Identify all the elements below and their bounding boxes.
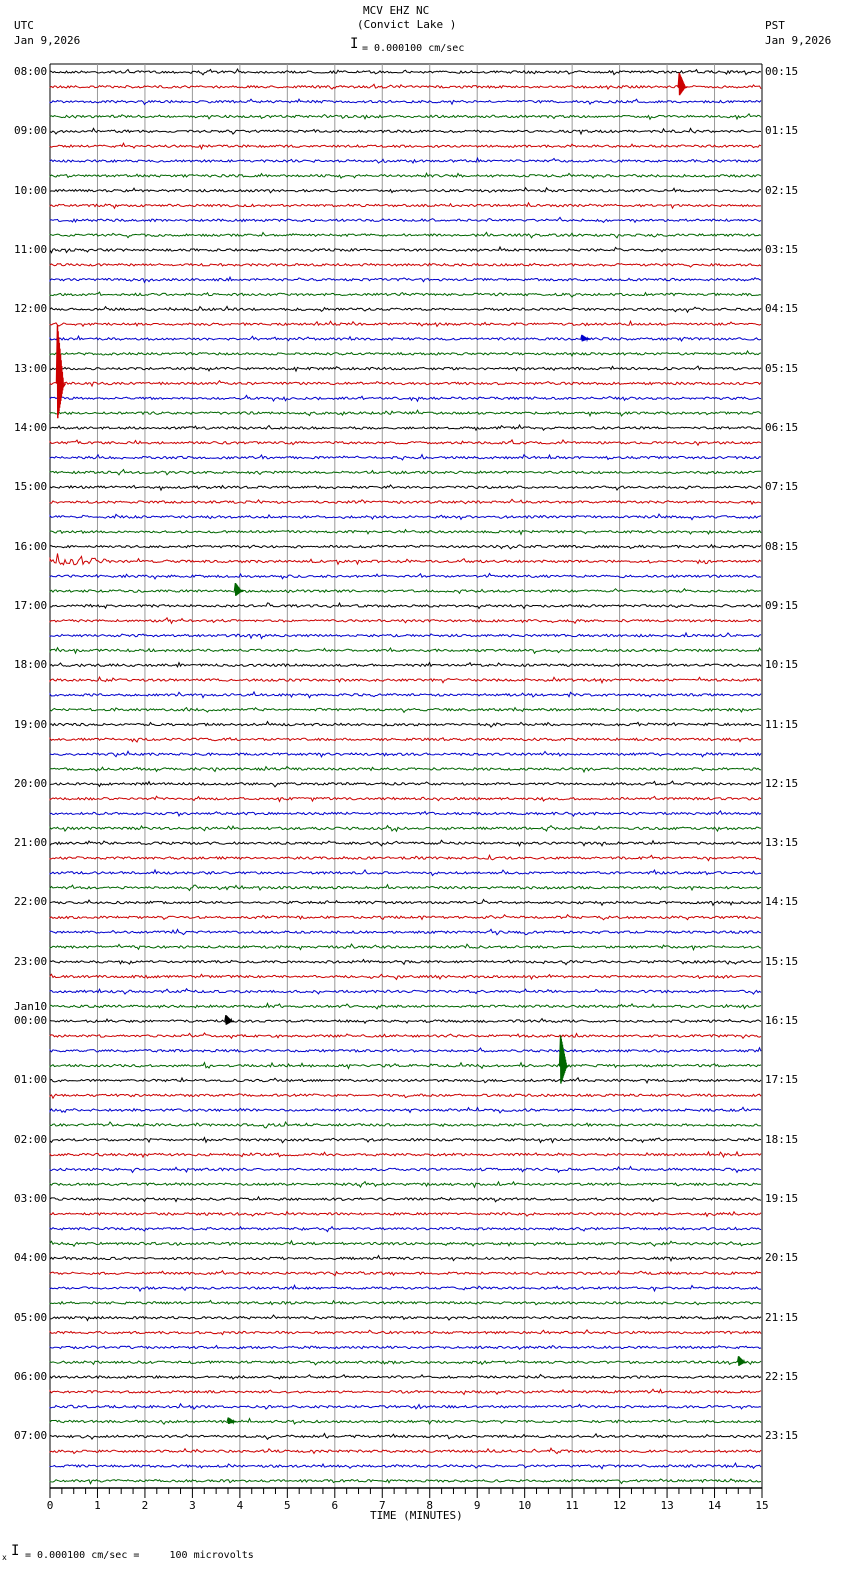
trace-line xyxy=(50,499,761,504)
trace-line xyxy=(50,1167,761,1173)
trace-line xyxy=(50,395,761,401)
trace-line xyxy=(50,203,761,209)
right-hour-label: 07:15 xyxy=(765,480,799,494)
x-tick-label: 10 xyxy=(518,1499,532,1512)
right-date: Jan 9,2026 xyxy=(765,34,832,47)
trace-line xyxy=(50,366,761,371)
trace-line xyxy=(50,944,761,950)
trace-line xyxy=(50,470,761,475)
trace-line xyxy=(50,781,761,787)
scale-bar-icon: I xyxy=(350,36,359,52)
right-hour-label: 21:15 xyxy=(765,1310,799,1324)
x-tick-label: 1 xyxy=(94,1499,101,1512)
trace-line xyxy=(50,263,761,267)
left-hour-label: 04:00 xyxy=(14,1251,48,1265)
trace-line xyxy=(50,336,761,341)
trace-line xyxy=(50,1330,761,1335)
left-hour-label: 10:00 xyxy=(14,183,48,197)
trace-line xyxy=(50,1361,761,1365)
seismic-event xyxy=(560,1036,569,1084)
left-hour-label: 11:00 xyxy=(14,242,48,256)
trace-line xyxy=(50,974,761,979)
trace-line xyxy=(50,1448,761,1453)
trace-line xyxy=(50,1138,761,1143)
footer-scale-bar-icon: I xyxy=(11,1543,20,1559)
trace-line xyxy=(50,530,761,535)
station-title: MCV EHZ NC xyxy=(363,4,430,17)
trace-line xyxy=(50,554,761,565)
trace-line xyxy=(50,900,761,906)
right-hour-label: 04:15 xyxy=(765,302,799,316)
right-hour-label: 19:15 xyxy=(765,1192,799,1206)
right-hour-label: 08:15 xyxy=(765,539,799,553)
x-tick-label: 14 xyxy=(707,1499,722,1512)
right-hour-label: 06:15 xyxy=(765,420,799,434)
left-hour-label: 19:00 xyxy=(14,717,48,731)
trace-line xyxy=(50,1003,761,1009)
trace-line xyxy=(50,855,761,860)
right-hour-label: 17:15 xyxy=(765,1073,799,1087)
trace-line xyxy=(50,1241,761,1246)
trace-line xyxy=(50,158,761,163)
right-hour-label: 20:15 xyxy=(765,1251,799,1265)
left-hour-label: 13:00 xyxy=(14,361,48,375)
trace-line xyxy=(50,455,761,460)
x-tick-label: 13 xyxy=(660,1499,674,1512)
right-hour-label: 12:15 xyxy=(765,776,799,790)
seismic-event xyxy=(225,1015,234,1025)
left-hour-label: 05:00 xyxy=(14,1310,48,1324)
trace-line xyxy=(50,545,761,549)
trace-line xyxy=(50,1256,761,1261)
trace-line xyxy=(50,618,761,624)
left-hour-label: 07:00 xyxy=(14,1429,48,1443)
trace-line xyxy=(50,767,761,772)
trace-line xyxy=(50,1094,761,1098)
trace-line xyxy=(50,410,761,416)
trace-line xyxy=(50,811,761,816)
trace-line xyxy=(50,1197,761,1202)
trace-line xyxy=(50,1346,761,1350)
trace-line xyxy=(50,989,761,994)
trace-line xyxy=(50,114,761,120)
left-hour-label: 14:00 xyxy=(14,420,48,434)
trace-line xyxy=(50,1285,761,1291)
right-hour-label: 15:15 xyxy=(765,954,799,968)
trace-line xyxy=(50,1419,761,1425)
x-tick-label: 12 xyxy=(613,1499,627,1512)
left-hour-label: 16:00 xyxy=(14,539,48,553)
x-tick-label: 8 xyxy=(426,1499,434,1512)
left-timezone: UTC xyxy=(14,19,34,32)
x-tick-label: 4 xyxy=(236,1499,244,1512)
scale-label: = 0.000100 cm/sec xyxy=(362,43,465,54)
trace-line xyxy=(50,722,761,728)
trace-line xyxy=(50,128,761,134)
trace-line xyxy=(50,188,761,193)
x-tick-label: 2 xyxy=(141,1499,149,1512)
trace-line xyxy=(50,574,761,579)
trace-line xyxy=(50,929,761,934)
right-hour-label: 14:15 xyxy=(765,895,799,909)
trace-line xyxy=(50,1315,761,1320)
left-hour-label: 09:00 xyxy=(14,124,48,138)
x-tick-label: 0 xyxy=(46,1499,54,1512)
trace-line xyxy=(50,1375,761,1380)
seismic-event xyxy=(678,73,687,95)
trace-line xyxy=(50,915,761,920)
station-location: (Convict Lake ) xyxy=(357,18,457,31)
trace-line xyxy=(50,692,761,698)
left-hour-label: 03:00 xyxy=(14,1192,48,1206)
trace-line xyxy=(50,514,761,520)
trace-line xyxy=(50,1271,761,1276)
right-hour-label: 10:15 xyxy=(765,658,799,672)
trace-line xyxy=(50,485,761,490)
right-hour-label: 09:15 xyxy=(765,598,799,612)
x-tick-label: 11 xyxy=(565,1499,579,1512)
right-timezone: PST xyxy=(765,19,785,32)
left-hour-label: 12:00 xyxy=(14,302,48,316)
trace-line xyxy=(50,292,761,297)
seismic-event xyxy=(234,583,243,596)
trace-line xyxy=(50,143,761,149)
footer-mark: x xyxy=(2,1553,7,1562)
trace-line xyxy=(50,247,761,253)
trace-line xyxy=(50,751,761,757)
x-tick-label: 7 xyxy=(378,1499,386,1512)
trace-line xyxy=(50,663,761,667)
trace-line xyxy=(50,826,761,832)
trace-line xyxy=(50,960,761,965)
x-axis-label: TIME (MINUTES) xyxy=(370,1509,463,1522)
left-hour-label: 22:00 xyxy=(14,895,48,909)
x-tick-label: 3 xyxy=(189,1499,196,1512)
trace-line xyxy=(50,633,761,639)
trace-line xyxy=(50,1048,761,1053)
left-hour-label: 23:00 xyxy=(14,954,48,968)
right-hour-label: 01:15 xyxy=(765,124,799,138)
trace-line xyxy=(50,1227,761,1232)
trace-line xyxy=(50,1301,761,1305)
left-date: Jan 9,2026 xyxy=(14,34,81,47)
left-hour-label: 15:00 xyxy=(14,480,48,494)
seismic-event xyxy=(738,1356,747,1366)
x-tick-label: 15 xyxy=(755,1499,769,1512)
trace-line xyxy=(50,321,761,326)
trace-line xyxy=(50,232,761,238)
trace-line xyxy=(50,870,761,876)
trace-line xyxy=(50,648,761,654)
x-tick-label: 9 xyxy=(473,1499,481,1512)
trace-line xyxy=(50,217,761,222)
trace-line xyxy=(50,1122,761,1128)
right-hour-label: 16:15 xyxy=(765,1014,799,1028)
date-change-label: Jan10 xyxy=(14,1000,48,1014)
trace-line xyxy=(50,277,761,282)
trace-line xyxy=(50,306,761,312)
trace-line xyxy=(50,677,761,683)
trace-line xyxy=(50,351,761,356)
trace-line xyxy=(50,440,761,445)
right-hour-label: 11:15 xyxy=(765,717,799,731)
trace-line xyxy=(50,425,761,430)
right-hour-label: 13:15 xyxy=(765,836,799,850)
x-tick-label: 6 xyxy=(331,1499,339,1512)
trace-line xyxy=(50,1479,761,1484)
left-hour-label: 06:00 xyxy=(14,1370,48,1384)
right-hour-label: 05:15 xyxy=(765,361,799,375)
trace-line xyxy=(50,1182,761,1188)
trace-line xyxy=(50,1019,761,1024)
left-hour-label: 01:00 xyxy=(14,1073,48,1087)
trace-line xyxy=(50,1033,761,1038)
trace-line xyxy=(50,885,761,891)
trace-line xyxy=(50,1152,761,1157)
trace-line xyxy=(50,1078,761,1083)
left-hour-label: 17:00 xyxy=(14,598,48,612)
trace-line xyxy=(50,796,761,801)
trace-line xyxy=(50,1404,761,1409)
trace-line xyxy=(50,708,761,713)
right-hour-label: 00:15 xyxy=(765,65,799,78)
trace-line xyxy=(50,99,761,104)
trace-line xyxy=(50,84,761,89)
trace-line xyxy=(50,738,761,742)
left-hour-label: 20:00 xyxy=(14,776,48,790)
trace-line xyxy=(50,381,761,386)
trace-line xyxy=(50,1389,761,1394)
left-hour-label: 08:00 xyxy=(14,65,48,78)
right-hour-label: 02:15 xyxy=(765,183,799,197)
trace-line xyxy=(50,1434,761,1440)
trace-line xyxy=(50,840,761,846)
footer-scale-note: = 0.000100 cm/sec = 100 microvolts xyxy=(25,1550,254,1561)
right-hour-label: 03:15 xyxy=(765,242,799,256)
x-tick-label: 5 xyxy=(284,1499,291,1512)
left-hour-label: 02:00 xyxy=(14,1132,48,1146)
trace-line xyxy=(50,1063,761,1069)
right-hour-label: 23:15 xyxy=(765,1429,799,1443)
trace-line xyxy=(50,1463,761,1469)
right-hour-label: 22:15 xyxy=(765,1370,799,1384)
trace-line xyxy=(50,1107,761,1113)
right-hour-label: 18:15 xyxy=(765,1132,799,1146)
trace-line xyxy=(50,173,761,178)
trace-line xyxy=(50,69,761,75)
trace-line xyxy=(50,603,761,609)
left-hour-label: 00:00 xyxy=(14,1014,48,1028)
trace-line xyxy=(50,1212,761,1217)
left-hour-label: 18:00 xyxy=(14,658,48,672)
trace-line xyxy=(50,589,761,594)
left-hour-label: 21:00 xyxy=(14,836,48,850)
